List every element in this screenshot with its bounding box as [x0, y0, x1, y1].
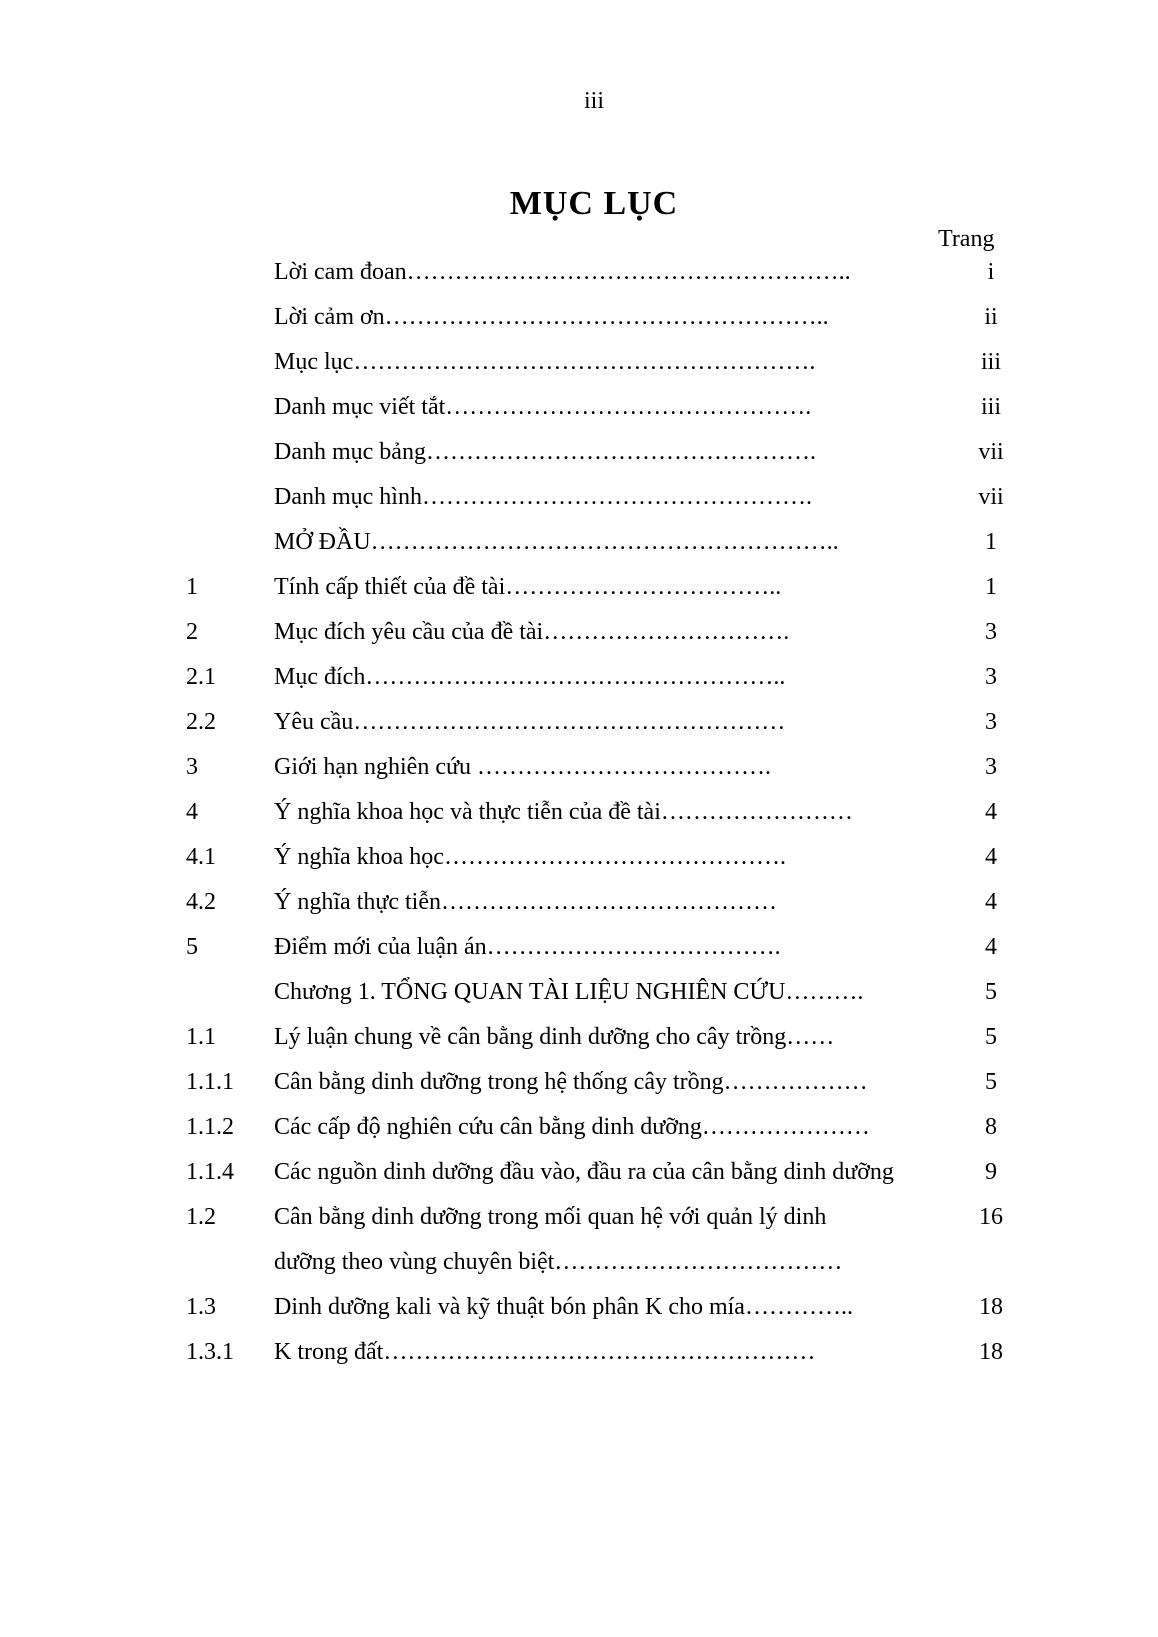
toc-text: Chương 1. TỔNG QUAN TÀI LIỆU NGHIÊN CỨU………. [274, 979, 864, 1005]
toc-text: Giới hạn nghiên cứu ………………………………. [274, 754, 771, 780]
toc-number: 2.2 [186, 709, 216, 735]
page-column-label: Trang [938, 226, 995, 252]
toc-number: 1.1.4 [186, 1159, 234, 1185]
toc-page: iii [980, 394, 1001, 420]
toc-number: 1.1.1 [186, 1069, 234, 1095]
toc-entry [0, 340, 1158, 385]
toc-entry [0, 475, 1158, 520]
toc-text: Lời cảm ơn……………………………………………….. [274, 304, 829, 330]
toc-text: Các nguồn dinh dưỡng đầu vào, đầu ra của cân bằng dinh dưỡng [274, 1159, 894, 1185]
toc-entry [0, 610, 1158, 655]
toc-entry [0, 970, 1158, 1015]
toc-page: 4 [985, 934, 997, 960]
toc-entry [0, 925, 1158, 970]
toc-page: iii [980, 349, 1001, 375]
toc-page: i [987, 259, 995, 285]
toc-entry [0, 880, 1158, 925]
toc-text: Lời cam đoan……………………………………………….. [274, 259, 851, 285]
toc-number: 1.3 [186, 1294, 216, 1320]
toc-entry [0, 250, 1158, 295]
toc-page: 8 [985, 1114, 997, 1140]
toc-page: 5 [985, 1024, 997, 1050]
toc-entry [0, 565, 1158, 610]
toc-entry [0, 1285, 1158, 1330]
toc-entry [0, 655, 1158, 700]
toc-text: K trong đất……………………………………………… [274, 1339, 816, 1365]
toc-entry [0, 1015, 1158, 1060]
toc-entry [0, 790, 1158, 835]
toc-page: 1 [985, 574, 997, 600]
toc-number: 4.1 [186, 844, 216, 870]
toc-number: 3 [186, 754, 198, 780]
toc-text: Danh mục bảng…………………………………………. [274, 439, 816, 465]
toc-text: MỞ ĐẦU………………………………………………….. [274, 529, 839, 555]
toc-page: vii [978, 439, 1004, 465]
toc-entry [0, 520, 1158, 565]
toc-entry [0, 1330, 1158, 1375]
toc-text: Tính cấp thiết của đề tài…………………………….. [274, 574, 782, 600]
toc-page: 3 [985, 664, 997, 690]
toc-page: 18 [979, 1339, 1003, 1365]
toc-text: Cân bằng dinh dưỡng trong mối quan hệ với quản lý dinh [274, 1204, 827, 1230]
toc-text: Các cấp độ nghiên cứu cân bằng dinh dưỡng………………… [274, 1114, 870, 1140]
toc-number: 2 [186, 619, 198, 645]
toc-text: Ý nghĩa khoa học……………………………………. [274, 844, 786, 870]
toc-entry [0, 1240, 1158, 1285]
toc-text: Dinh dưỡng kali và kỹ thuật bón phân K cho mía………….. [274, 1294, 853, 1320]
toc-page: 3 [985, 709, 997, 735]
toc-text: Yêu cầu……………………………………………… [274, 709, 786, 735]
toc-text: Danh mục viết tắt………………………………………. [274, 394, 812, 420]
toc-text: Cân bằng dinh dưỡng trong hệ thống cây trồng……………… [274, 1069, 868, 1095]
toc-number: 1.2 [186, 1204, 216, 1230]
toc-entry [0, 700, 1158, 745]
toc-page: 3 [985, 619, 997, 645]
toc-entry [0, 295, 1158, 340]
toc-page: 1 [985, 529, 997, 555]
toc-page: 5 [985, 1069, 997, 1095]
toc-page: 3 [985, 754, 997, 780]
toc-page: 18 [979, 1294, 1003, 1320]
toc-page: 5 [985, 979, 997, 1005]
toc-text: Ý nghĩa thực tiễn…………………………………… [274, 889, 777, 915]
toc-entry [0, 1060, 1158, 1105]
toc-text: Mục đích…………………………………………….. [274, 664, 786, 690]
toc-number: 4 [186, 799, 198, 825]
toc-number: 2.1 [186, 664, 216, 690]
toc-text: Mục đích yêu cầu của đề tài…………………………. [274, 619, 790, 645]
toc-number: 1.1.2 [186, 1114, 234, 1140]
toc-text: Danh mục hình…………………………………………. [274, 484, 812, 510]
toc-number: 1.3.1 [186, 1339, 234, 1365]
toc-text: Ý nghĩa khoa học và thực tiễn của đề tài…………………… [274, 799, 853, 825]
toc-entry [0, 745, 1158, 790]
toc-page: 16 [979, 1204, 1003, 1230]
toc-text: dưỡng theo vùng chuyên biệt……………………………… [274, 1249, 843, 1275]
toc-number: 1.1 [186, 1024, 216, 1050]
toc-number: 1 [186, 574, 198, 600]
page-title: MỤC LỤC [509, 185, 679, 222]
toc-entry [0, 385, 1158, 430]
toc-text: Mục lục…………………………………………………. [274, 349, 816, 375]
toc-entry [0, 1105, 1158, 1150]
toc-entry [0, 835, 1158, 880]
toc-page: 4 [985, 799, 997, 825]
page-number: iii [583, 88, 604, 114]
toc-page: 4 [985, 844, 997, 870]
toc-page: ii [984, 304, 998, 330]
toc-number: 5 [186, 934, 198, 960]
toc-number: 4.2 [186, 889, 216, 915]
toc-page: vii [978, 484, 1004, 510]
toc-entry [0, 430, 1158, 475]
toc-page: 9 [985, 1159, 997, 1185]
toc-text: Điểm mới của luận án………………………………. [274, 934, 781, 960]
toc-entry [0, 1150, 1158, 1195]
table-of-contents [0, 250, 1158, 1375]
toc-text: Lý luận chung về cân bằng dinh dưỡng cho cây trồng…… [274, 1024, 835, 1050]
toc-entry [0, 1195, 1158, 1240]
toc-page: 4 [985, 889, 997, 915]
